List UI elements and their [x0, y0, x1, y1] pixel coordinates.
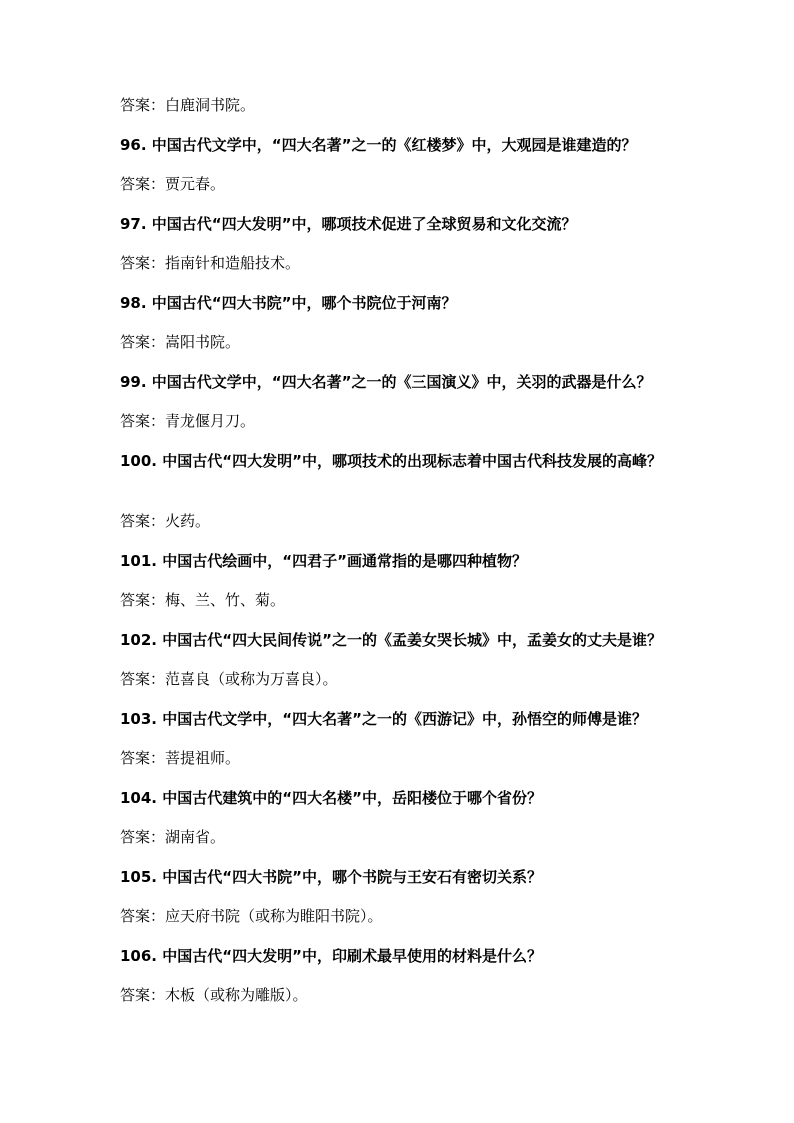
answer-105-text: 答案：应天府书院（或称为睢阳书院）。 [120, 907, 383, 925]
answer-103-text: 答案：菩提祖师。 [120, 749, 241, 767]
answer-97-text: 答案：指南针和造船技术。 [120, 254, 301, 272]
question-99-text: 99. 中国古代文学中，“四大名著”之一的《三国演义》中，关羽的武器是什么？ [120, 373, 652, 391]
answer-102-text: 答案：范喜良（或称为万喜良）。 [120, 670, 338, 688]
question-98-text: 98. 中国古代“四大书院”中，哪个书院位于河南？ [120, 294, 457, 312]
question-105-text: 105. 中国古代“四大书院”中，哪个书院与王安石有密切关系？ [120, 868, 542, 886]
answer-98-text: 答案：嵩阳书院。 [120, 333, 241, 351]
question-101-text: 101. 中国古代绘画中，“四君子”画通常指的是哪四种植物？ [120, 552, 527, 570]
answer-100-text: 答案：火药。 [120, 512, 211, 530]
answer-101-text: 答案：梅、兰、竹、菊。 [120, 591, 286, 609]
question-100-text: 100. 中国古代“四大发明”中，哪项技术的出现标志着中国古代科技发展的高峰？ [120, 452, 662, 470]
question-104-text: 104. 中国古代建筑中的“四大名楼”中，岳阳楼位于哪个省份？ [120, 789, 542, 807]
answer-96-text: 答案：贾元春。 [120, 175, 226, 193]
question-96-text: 96. 中国古代文学中，“四大名著”之一的《红楼梦》中，大观园是谁建造的？ [120, 136, 637, 154]
answer-95-text: 答案：白鹿洞书院。 [120, 96, 256, 114]
answer-99-text: 答案：青龙偃月刀。 [120, 412, 256, 430]
question-102-text: 102. 中国古代“四大民间传说”之一的《孟姜女哭长城》中，孟姜女的丈夫是谁？ [120, 631, 662, 649]
question-106-text: 106. 中国古代“四大发明”中，印刷术最早使用的材料是什么？ [120, 947, 542, 965]
answer-104-text: 答案：湖南省。 [120, 828, 226, 846]
question-97-text: 97. 中国古代“四大发明”中，哪项技术促进了全球贸易和文化交流？ [120, 215, 577, 233]
question-103-text: 103. 中国古代文学中，“四大名著”之一的《西游记》中，孙悟空的师傅是谁？ [120, 710, 647, 728]
answer-106-text: 答案：木板（或称为雕版）。 [120, 986, 308, 1004]
